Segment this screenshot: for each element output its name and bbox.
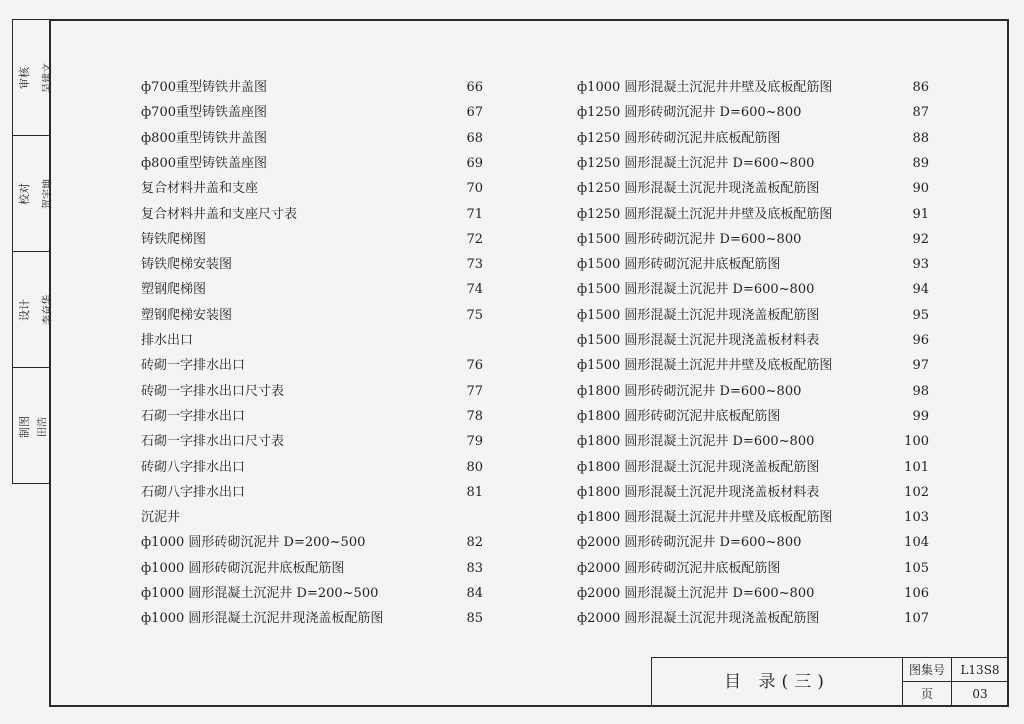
toc-entry (577, 101, 937, 125)
toc-entry-page: 77 (466, 383, 483, 399)
toc-entry-title: ф2000 圆形混凝土沉泥井现浇盖板配筋图 (577, 611, 820, 627)
approval-name-text: 李奋华 (42, 294, 54, 325)
toc-entry-title: ф1000 圆形砖砌沉泥井 D=200~500 (141, 535, 366, 551)
approval-strip (12, 19, 54, 484)
toc-entry-page: 66 (466, 80, 483, 95)
toc-entry (141, 228, 501, 252)
toc-entry (141, 456, 501, 480)
toc-entry-page: 89 (912, 155, 929, 171)
toc-entry-page: 80 (466, 459, 483, 475)
approval-name-text: 田浩 (37, 416, 49, 437)
toc-entry-title: ф1250 圆形混凝土沉泥井 D=600~800 (577, 155, 815, 171)
toc-entry-title: ф2000 圆形混凝土沉泥井 D=600~800 (577, 586, 815, 601)
toc-entry-page: 99 (912, 408, 929, 424)
toc-entry-page: 94 (912, 282, 929, 298)
toc-entry-title: ф2000 圆形砖砌沉泥井 D=600~800 (577, 535, 802, 551)
toc-entry-page: 107 (904, 611, 929, 627)
toc-entry-title: ф1800 圆形混凝土沉泥井现浇盖板材料表 (577, 484, 820, 500)
toc-entry-page: 82 (466, 535, 483, 551)
toc-entry (141, 177, 501, 201)
toc-entry-title: ф700重型铸铁盖座图 (141, 105, 267, 121)
toc-entry (577, 152, 937, 176)
approval-name (31, 62, 54, 93)
toc-entry (141, 481, 501, 505)
toc-entry (141, 506, 501, 530)
toc-entry-page: 97 (912, 358, 929, 374)
toc-entry-title: 沉泥井 (141, 510, 181, 526)
toc-entry-page: 93 (912, 257, 929, 273)
toc-entry-page: 96 (912, 333, 929, 348)
toc-entry-page: 83 (466, 560, 483, 576)
toc-entry-title: 石砌八字排水出口 (141, 484, 246, 500)
toc-entry-page: 105 (904, 560, 929, 576)
toc-entry (577, 354, 937, 378)
toc-entry-title: ф1000 圆形混凝土沉泥井 D=200~500 (141, 586, 379, 601)
toc-entry-title: 排水出口 (141, 333, 194, 348)
toc-entry-page: 85 (466, 611, 483, 627)
toc-entry-title: 复合材料井盖和支座 (141, 181, 259, 197)
toc-entry-title: 砖砌八字排水出口 (141, 459, 246, 475)
toc-entry (577, 456, 937, 480)
toc-entry (577, 607, 937, 631)
toc-entry-page: 79 (466, 434, 483, 450)
toc-entry-page: 74 (466, 282, 483, 298)
toc-entry (577, 203, 937, 227)
toc-entry (141, 253, 501, 277)
toc-entry (577, 582, 937, 606)
approval-cell (13, 252, 54, 368)
toc-entry-title: 砖砌一字排水出口 (141, 358, 246, 374)
toc-entry (141, 380, 501, 404)
toc-entry-page: 88 (912, 130, 929, 146)
toc-entry (141, 557, 501, 581)
toc-entry-title: ф1500 圆形混凝土沉泥井现浇盖板配筋图 (577, 307, 820, 323)
approval-role (13, 415, 31, 443)
toc-entry-title: ф1500 圆形砖砌沉泥井 D=600~800 (577, 231, 802, 247)
approval-role-text: 制图 (18, 415, 31, 438)
toc-entry-title: ф1250 圆形混凝土沉泥井现浇盖板配筋图 (577, 181, 820, 197)
toc-entry-page: 81 (466, 484, 483, 500)
sheet-title: 目 录(三) (652, 658, 903, 706)
toc-entry-title: 复合材料井盖和支座尺寸表 (141, 206, 298, 222)
toc-entry-title: 石砌一字排水出口 (141, 408, 246, 424)
toc-entry-title: ф1800 圆形混凝土沉泥井现浇盖板配筋图 (577, 459, 820, 475)
toc-entry-title: ф1500 圆形混凝土沉泥井 D=600~800 (577, 282, 815, 298)
toc-entry (577, 253, 937, 277)
toc-entry (141, 354, 501, 378)
toc-entry (577, 531, 937, 555)
toc-entry (141, 607, 501, 631)
toc-entry-title: ф1800 圆形混凝土沉泥井 D=600~800 (577, 434, 815, 450)
toc-entry-page: 78 (466, 408, 483, 424)
approval-cell (13, 20, 54, 136)
approval-cell (13, 136, 54, 252)
toc-entry (141, 278, 501, 302)
toc-entry-page: 95 (912, 307, 929, 323)
toc-entry-title: ф700重型铸铁井盖图 (141, 80, 267, 95)
toc-entry-title: ф1000 圆形混凝土沉泥井现浇盖板配筋图 (141, 611, 384, 627)
toc-entry-title: ф800重型铸铁井盖图 (141, 130, 267, 146)
toc-entry-page: 68 (466, 130, 483, 146)
toc-entry-page: 102 (904, 484, 929, 500)
approval-name (31, 294, 54, 325)
approval-name (31, 416, 49, 442)
toc-entry (577, 506, 937, 530)
toc-entry-title: 塑钢爬梯安装图 (141, 307, 233, 323)
toc-entry-page: 92 (912, 231, 929, 247)
toc-entry-title: ф1250 圆形砖砌沉泥井 D=600~800 (577, 105, 802, 121)
toc-entry-page: 75 (466, 307, 483, 323)
toc-entry-title: 石砌一字排水出口尺寸表 (141, 434, 285, 450)
page-number: 03 (972, 687, 988, 701)
toc-entry-title: 塑钢爬梯图 (141, 282, 207, 298)
toc-entry-title: ф800重型铸铁盖座图 (141, 155, 267, 171)
toc-entry-title: 砖砌一字排水出口尺寸表 (141, 383, 285, 399)
toc-entry-title: ф1500 圆形混凝土沉泥井现浇盖板材料表 (577, 333, 820, 348)
approval-name-text: 贺宇坤 (42, 178, 54, 209)
toc-entry-page: 106 (904, 586, 929, 601)
toc-entry (577, 329, 937, 353)
toc-entry (141, 101, 501, 125)
approval-role (13, 66, 31, 94)
toc-entry-page: 67 (466, 105, 483, 121)
toc-entry-page: 103 (904, 510, 929, 526)
toc-entry (577, 127, 937, 151)
toc-entry-page: 91 (912, 206, 929, 222)
toc-entry (577, 278, 937, 302)
atlas-number-label: 图集号 (903, 658, 952, 682)
toc-entry-page: 73 (466, 257, 483, 273)
toc-entry-page: 76 (466, 358, 483, 374)
toc-entry (577, 76, 937, 100)
toc-entry-page: 70 (466, 181, 483, 197)
toc-entry (141, 76, 501, 100)
toc-entry-title: ф1000 圆形混凝土沉泥井井壁及底板配筋图 (577, 80, 833, 95)
approval-role (13, 182, 31, 210)
toc-entry (577, 405, 937, 429)
toc-entry (141, 329, 501, 353)
toc-entry-page: 87 (912, 105, 929, 121)
toc-entry (141, 531, 501, 555)
toc-entry (577, 430, 937, 454)
toc-entry-page: 90 (912, 181, 929, 197)
toc-entry (577, 177, 937, 201)
toc-entry-page: 86 (912, 80, 929, 95)
approval-name-text: 吴建文 (42, 62, 54, 93)
toc-entry (577, 481, 937, 505)
toc-entry-title: ф1000 圆形砖砌沉泥井底板配筋图 (141, 560, 345, 576)
toc-entry (141, 582, 501, 606)
toc-entry-title: ф1250 圆形混凝土沉泥井井壁及底板配筋图 (577, 206, 833, 222)
toc-entry-page: 72 (466, 231, 483, 247)
approval-role-text: 设计 (18, 298, 31, 321)
toc-entry-page: 69 (466, 155, 483, 171)
toc-entry-title: ф1500 圆形砖砌沉泥井底板配筋图 (577, 257, 781, 273)
approval-cell (13, 368, 49, 485)
toc-entry-title: 铸铁爬梯安装图 (141, 257, 233, 273)
toc-entry (577, 304, 937, 328)
title-block (651, 657, 1009, 707)
toc-entry-page: 104 (904, 535, 929, 551)
atlas-number: L13S8 (952, 658, 1008, 682)
toc-entry-page: 71 (466, 206, 483, 222)
toc-entry (141, 405, 501, 429)
toc-entry-title: ф2000 圆形砖砌沉泥井底板配筋图 (577, 560, 781, 576)
page-label: 页 (903, 682, 952, 706)
toc-entry (141, 203, 501, 227)
toc-entry-title: ф1800 圆形砖砌沉泥井底板配筋图 (577, 408, 781, 424)
approval-role (13, 298, 31, 326)
approval-role-text: 校对 (18, 182, 31, 205)
toc-entry (577, 228, 937, 252)
toc-entry-page: 98 (912, 383, 929, 399)
toc-entry-page: 84 (466, 586, 483, 601)
toc-entry-title: ф1500 圆形混凝土沉泥井井壁及底板配筋图 (577, 358, 833, 374)
approval-name (31, 178, 54, 209)
toc-entry-title: ф1800 圆形混凝土沉泥井井壁及底板配筋图 (577, 510, 833, 526)
toc-entry (141, 127, 501, 151)
toc-entry (141, 152, 501, 176)
toc-entry-title: ф1250 圆形砖砌沉泥井底板配筋图 (577, 130, 781, 146)
toc-entry-page: 101 (904, 459, 929, 475)
toc-entry-page: 100 (904, 434, 929, 450)
toc-entry (141, 304, 501, 328)
toc-entry-title: 铸铁爬梯图 (141, 231, 207, 247)
approval-role-text: 审核 (18, 66, 31, 89)
toc-entry (577, 557, 937, 581)
toc-entry-title: ф1800 圆形砖砌沉泥井 D=600~800 (577, 383, 802, 399)
toc-entry (577, 380, 937, 404)
toc-entry (141, 430, 501, 454)
